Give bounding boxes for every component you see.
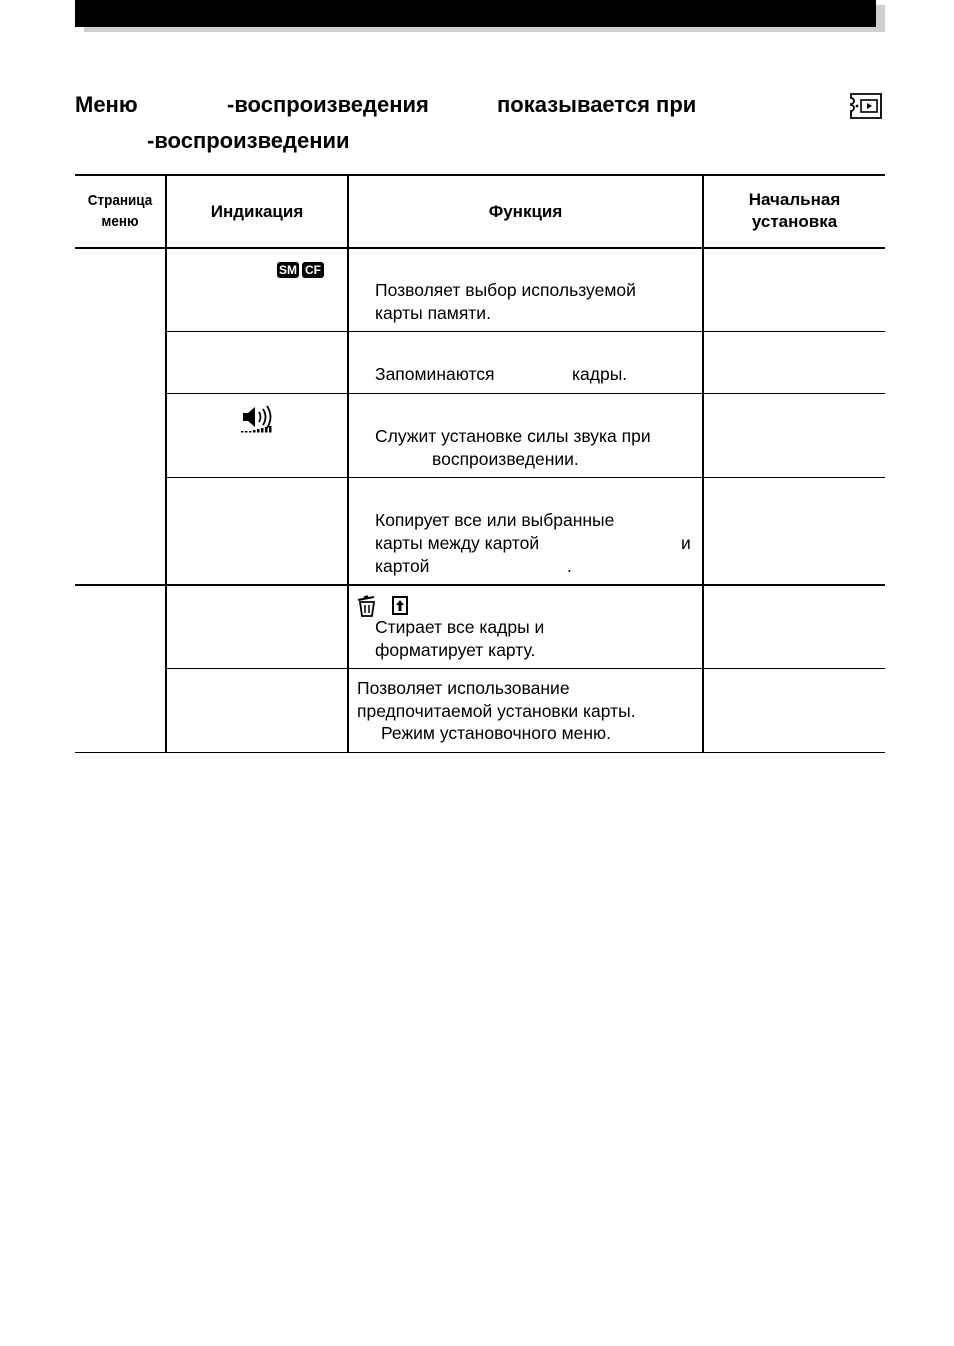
- row4-function-and: и: [681, 533, 691, 553]
- row5-function-line1: Стирает все кадры и: [375, 617, 545, 637]
- sm-cf-card-icon: [277, 261, 324, 279]
- row5-function-line2: форматирует карту.: [375, 640, 536, 660]
- row4-function-line3: картой: [375, 556, 430, 576]
- row-divider: [166, 393, 885, 394]
- speaker-volume-icon: [240, 405, 274, 435]
- row4-function-line2: карты между картой: [375, 533, 540, 553]
- table-bottom-border: [75, 752, 885, 753]
- row2-function-b: кадры.: [572, 364, 628, 384]
- title-part-menu: Меню: [75, 92, 138, 117]
- row4-function-line1: Копирует все или выбранные: [375, 510, 615, 530]
- title-part-playback: -воспроизведения: [227, 92, 429, 117]
- column-divider: [165, 174, 167, 753]
- row2-function-a: Запоминаются: [375, 364, 495, 384]
- title-line2: -воспроизведении: [147, 128, 350, 153]
- header-indication: Индикация: [210, 202, 304, 221]
- page-divider: [75, 584, 885, 586]
- row6-function-line3: Режим установочного меню.: [381, 723, 612, 743]
- header-function: Функция: [488, 202, 563, 221]
- row1-function-line1: Позволяет выбор используемой: [375, 280, 636, 300]
- card-playback-icon: [848, 92, 884, 120]
- row6-function-line2: предпочитаемой установки карты.: [357, 701, 636, 721]
- title-part-shown-when: показывается при: [497, 92, 697, 117]
- row4-function-period: .: [567, 556, 572, 576]
- row1-function-line2: карты памяти.: [375, 303, 491, 323]
- column-divider: [702, 174, 704, 753]
- header-default-setting: Начальная установка: [748, 190, 841, 231]
- row3-function-line2: воспроизведении.: [432, 449, 579, 469]
- row-divider: [166, 668, 885, 669]
- table-header-border: [75, 247, 885, 249]
- header-menu-page: Страница меню: [87, 192, 153, 230]
- table-top-border: [75, 174, 885, 176]
- column-divider: [347, 174, 349, 753]
- erase-icon: [357, 595, 377, 617]
- header-bar: [75, 0, 876, 27]
- cf-badge: CF: [302, 262, 324, 278]
- row3-function-line1: Служит установке силы звука при: [375, 426, 651, 446]
- row-divider: [166, 477, 885, 478]
- row6-function-line1: Позволяет использование: [357, 678, 570, 698]
- sm-badge: SM: [279, 263, 297, 277]
- format-card-icon: [391, 596, 409, 615]
- row-divider: [166, 331, 885, 332]
